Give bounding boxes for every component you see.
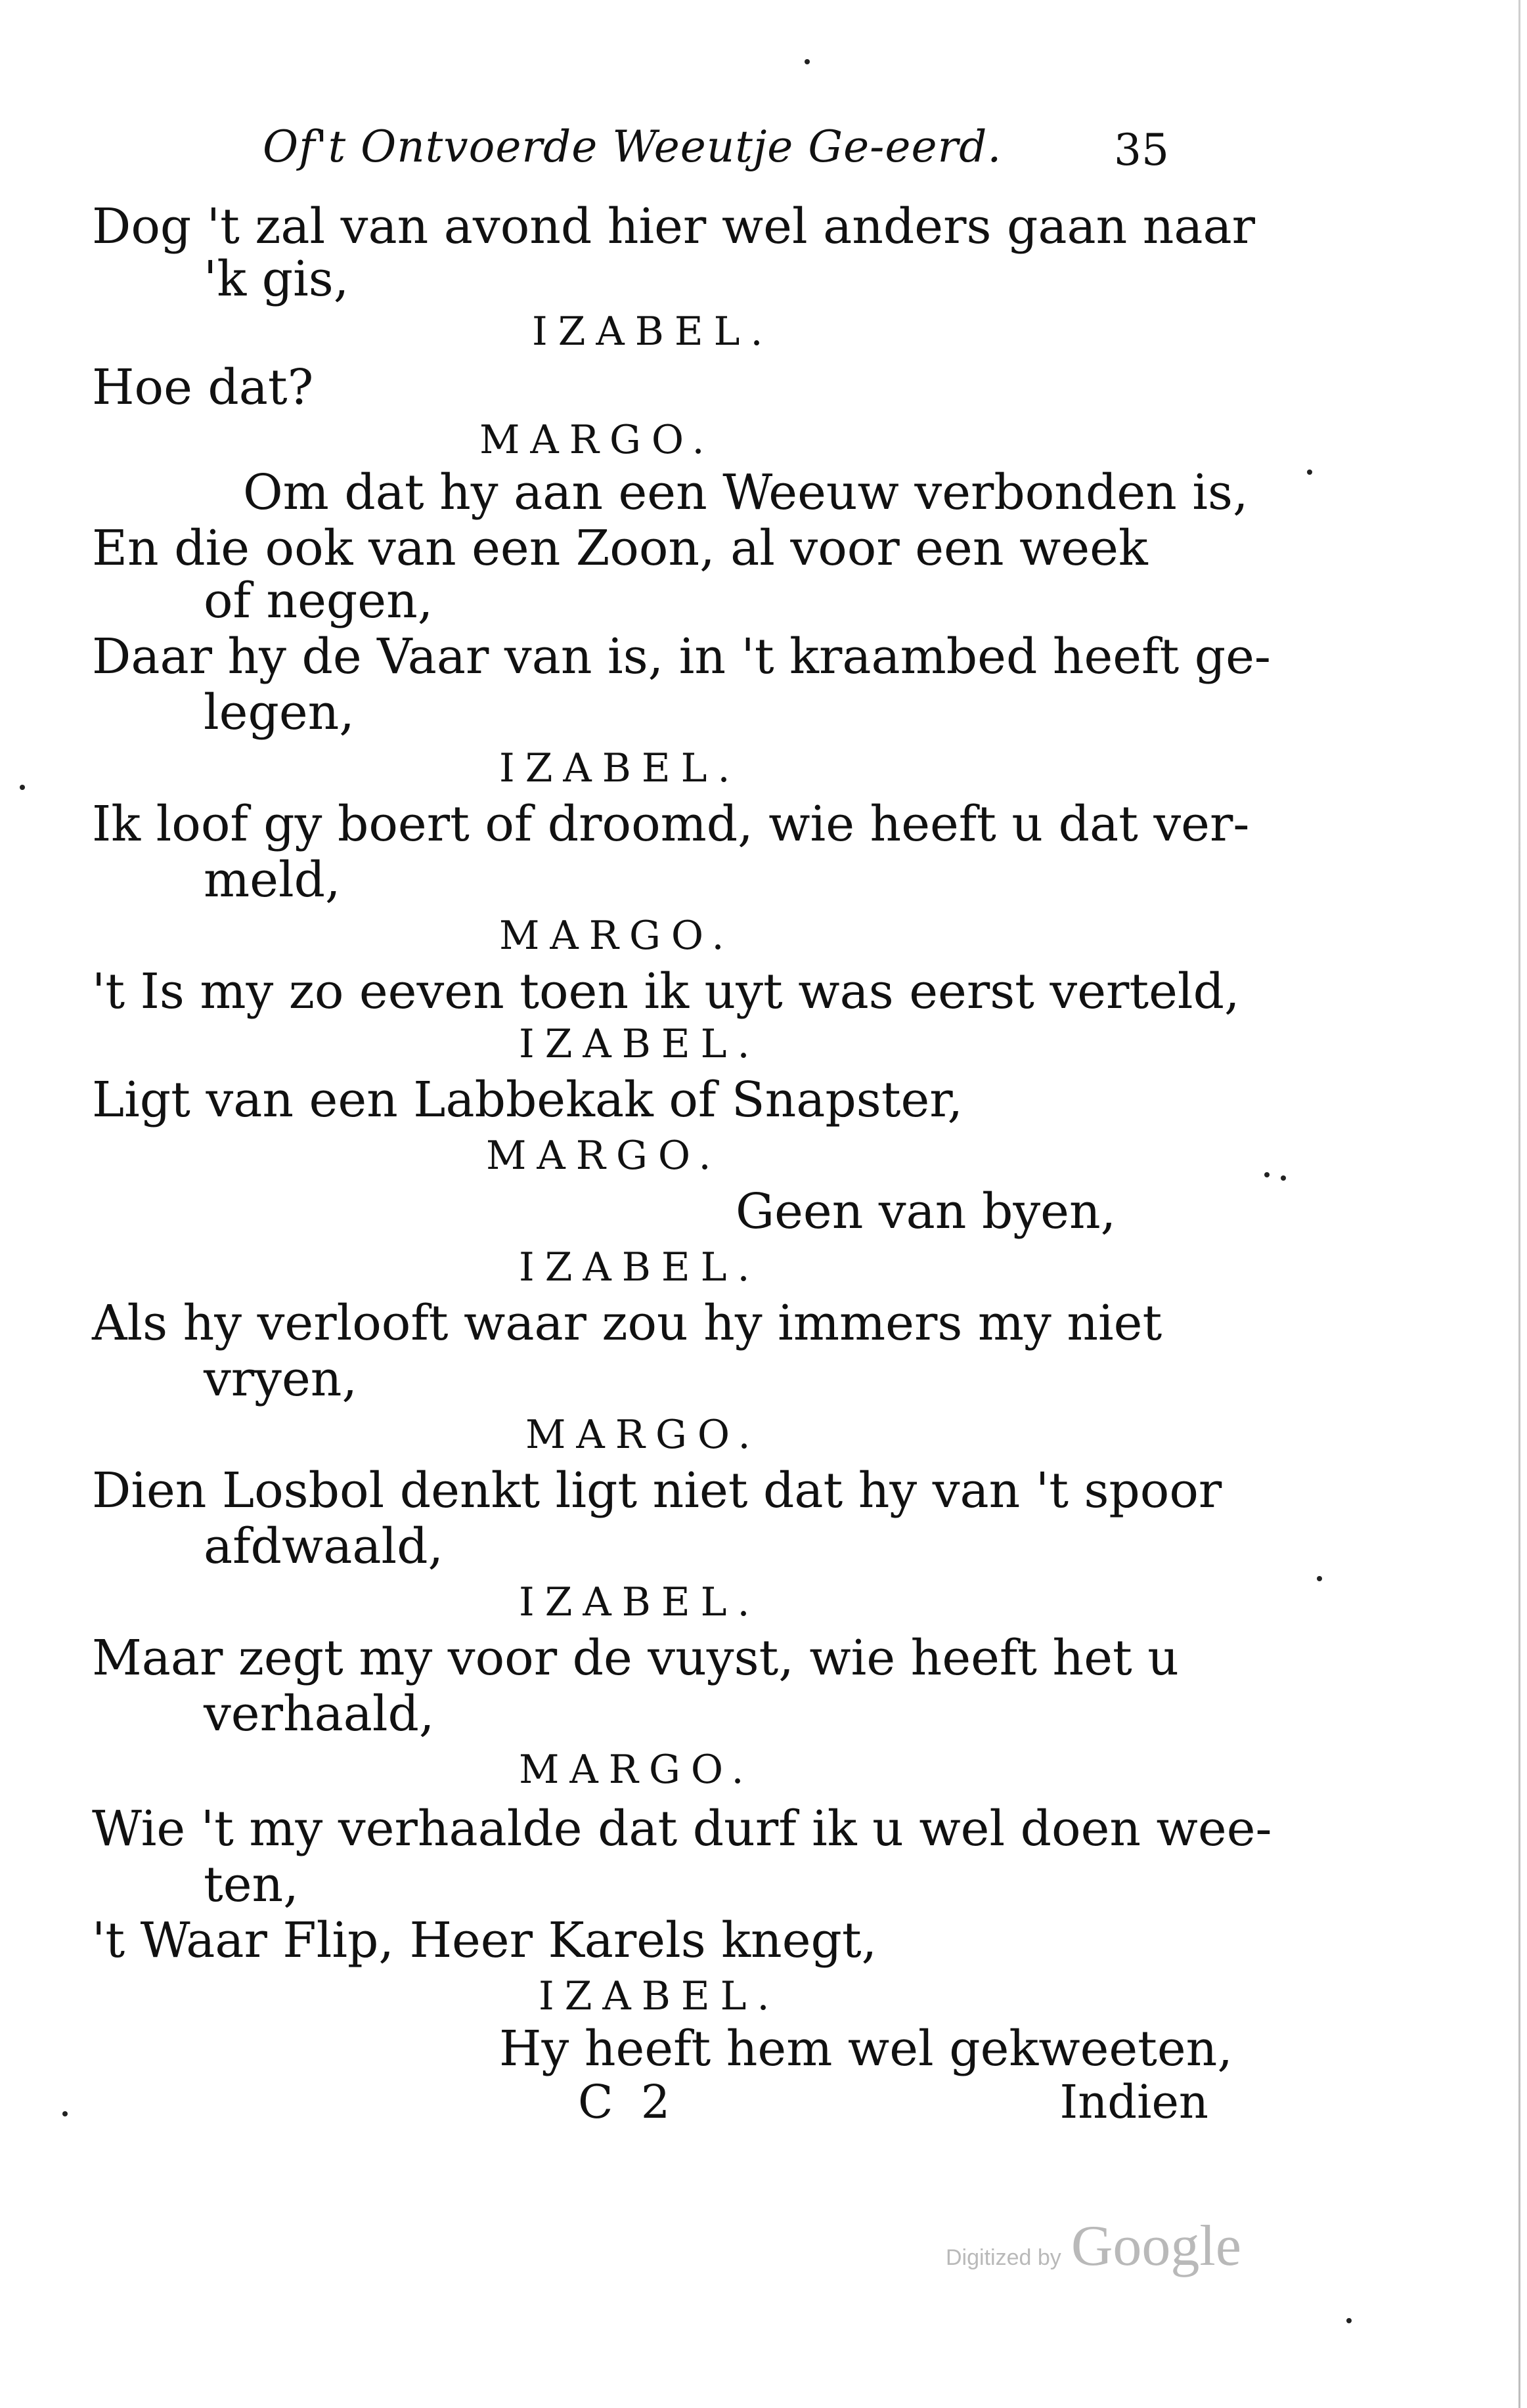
verse-continuation: verhaald,: [204, 1686, 435, 1742]
verse-line: Ik loof gy boert of droomd, wie heeft u dat ver-: [92, 796, 1250, 852]
speaker-label: MARGO.: [519, 1747, 755, 1793]
speaker-label: IZABEL.: [519, 1244, 761, 1290]
watermark-prefix: Digitized by: [946, 2245, 1061, 2270]
verse-line: En die ook van een Zoon, al voor een week: [92, 520, 1148, 577]
verse-continuation: meld,: [204, 852, 341, 908]
speaker-label: MARGO.: [525, 1412, 761, 1458]
ink-speck: [1264, 1172, 1270, 1177]
verse-continuation: of negen,: [204, 573, 433, 629]
verse-continuation: vryen,: [204, 1351, 357, 1407]
page-header: [263, 121, 1169, 194]
verse-line: Daar hy de Vaar van is, in 't kraambed heeft ge-: [92, 628, 1271, 685]
verse-line: Ligt van een Labbekak of Snapster,: [92, 1072, 963, 1128]
ink-speck: [1307, 470, 1312, 475]
page-edge-line: [1518, 0, 1520, 2408]
ink-speck: [1317, 1576, 1322, 1581]
speaker-label: IZABEL.: [519, 1021, 761, 1067]
ink-speck: [20, 785, 25, 790]
verse-line: Om dat hy aan een Weeuw verbonden is,: [243, 464, 1249, 521]
verse-continuation: 'k gis,: [204, 251, 349, 307]
ink-speck: [1281, 1175, 1286, 1181]
verse-line: Hy heeft hem wel gekweeten,: [499, 2021, 1233, 2077]
speaker-label: MARGO.: [499, 913, 735, 959]
page-footer: [578, 2075, 1208, 2134]
verse-continuation: legen,: [204, 684, 355, 741]
speaker-label: MARGO.: [479, 417, 715, 463]
ink-speck: [805, 59, 810, 64]
verse-line: Hoe dat?: [92, 359, 314, 416]
watermark-logo: Google: [1071, 2214, 1241, 2278]
ink-speck: [62, 2111, 68, 2116]
verse-line: Wie 't my verhaalde dat durf ik u wel doen wee-: [92, 1801, 1272, 1857]
verse-line: Maar zegt my voor de vuyst, wie heeft het u: [92, 1630, 1179, 1686]
speaker-label: IZABEL.: [539, 1973, 780, 2019]
verse-line: Als hy verlooft waar zou hy immers my niet: [92, 1295, 1162, 1351]
running-head: Of't Ontvoerde Weeutje Ge-eerd.: [263, 121, 1002, 172]
verse-line: 't Waar Flip, Heer Karels knegt,: [92, 1912, 877, 1969]
speaker-label: MARGO.: [486, 1133, 722, 1179]
verse-line: Dien Losbol denkt ligt niet dat hy van 't spoor: [92, 1462, 1222, 1519]
verse-line: 't Is my zo eeven toen ik uyt was eerst verteld,: [92, 963, 1240, 1020]
catchword: Indien: [1059, 2075, 1208, 2129]
verse-line: Dog 't zal van avond hier wel anders gaan naar: [92, 198, 1256, 255]
verse-continuation: ten,: [204, 1856, 299, 1913]
speaker-label: IZABEL.: [532, 309, 774, 355]
ink-speck: [1346, 2318, 1352, 2323]
verse-line: Geen van byen,: [736, 1183, 1117, 1240]
speaker-label: IZABEL.: [519, 1579, 761, 1625]
page-number: 35: [1114, 125, 1169, 175]
verse-continuation: afdwaald,: [204, 1518, 444, 1575]
digitization-watermark: [946, 2213, 1241, 2279]
signature-mark: C 2: [578, 2075, 677, 2129]
speaker-label: IZABEL.: [499, 745, 741, 791]
